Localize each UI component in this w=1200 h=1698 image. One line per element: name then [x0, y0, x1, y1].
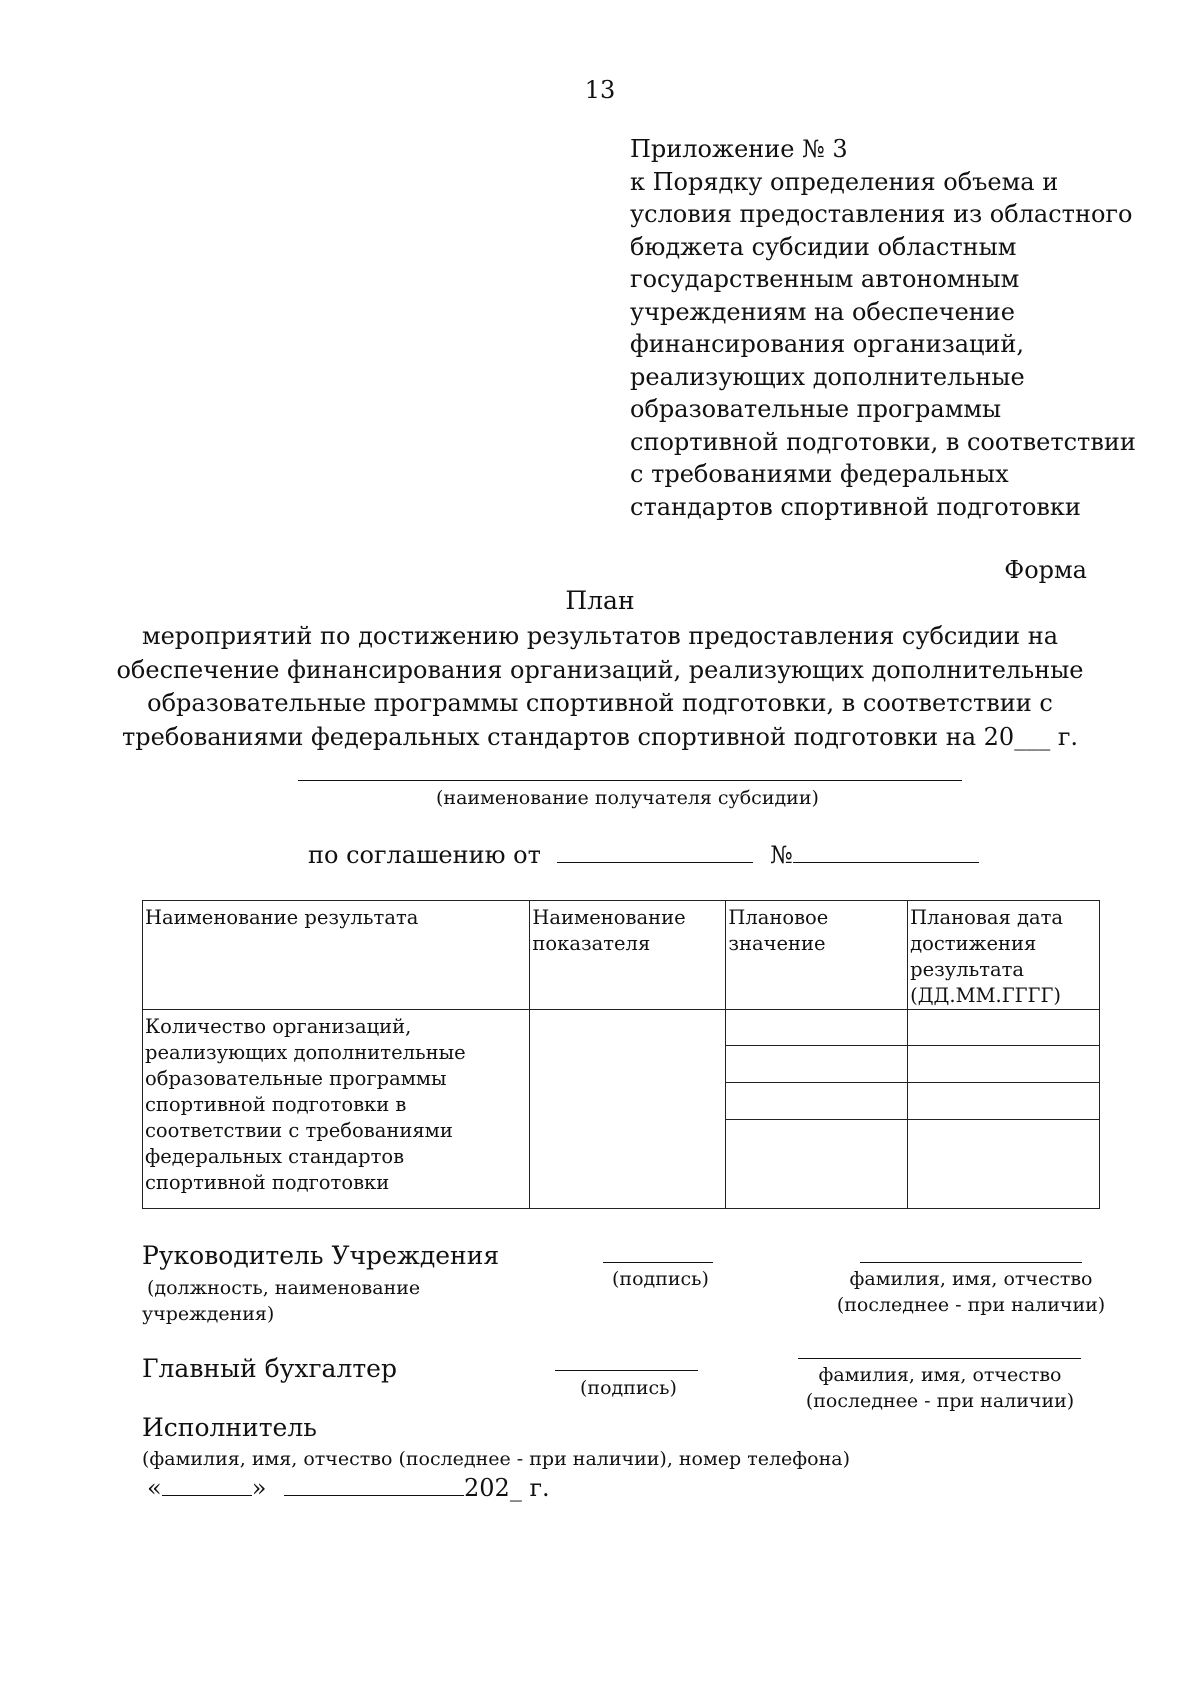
executor-title: Исполнитель — [142, 1413, 317, 1442]
head-name-caption: фамилия, имя, отчество — [849, 1268, 1093, 1290]
accountant-title: Главный бухгалтер — [142, 1354, 397, 1383]
head-title: Руководитель Учреждения — [142, 1241, 500, 1270]
agreement-date-field[interactable] — [557, 840, 753, 863]
agreement-prefix: по соглашению от — [308, 841, 541, 869]
head-name-caption: (последнее - при наличии) — [836, 1294, 1106, 1316]
header-planned-value: Плановое значение — [726, 901, 908, 1010]
date-open-quote: « — [147, 1474, 162, 1502]
table-header-row — [143, 901, 1100, 1010]
head-signature-line[interactable] — [603, 1262, 713, 1263]
date-day-field[interactable] — [162, 1475, 252, 1496]
appendix-line: спортивной подготовки, в соответствии — [630, 427, 1136, 456]
recipient-name-line[interactable] — [298, 780, 962, 781]
table-row — [143, 1010, 1100, 1046]
form-label: Форма — [1004, 556, 1087, 584]
date-year: 202_ г. — [464, 1474, 550, 1502]
accountant-signature-caption: (подпись) — [580, 1377, 677, 1399]
appendix-line: условия предоставления из областного — [630, 200, 1133, 228]
agreement-number-sign: № — [770, 841, 793, 869]
indicator-name-cell[interactable] — [530, 1010, 726, 1209]
head-subtitle: (должность, наименование — [147, 1277, 421, 1299]
planned-value-cell[interactable] — [726, 1010, 908, 1046]
plan-title: План — [565, 586, 635, 615]
plan-line: образовательные программы спортивной подготовки, в соответствии с — [147, 689, 1053, 717]
result-name-cell: Количество организаций, реализующих дополнительные образовательные программы спортивной подготовки в соответствии с требованиями федеральных стандартов спортивной подготовки — [143, 1010, 530, 1209]
agreement-line — [308, 840, 979, 869]
agreement-number-field[interactable] — [793, 840, 979, 863]
appendix-line: образовательные программы — [630, 395, 1002, 423]
header-planned-date: Плановая дата достижения результата (ДД.ММ.ГГГГ) — [908, 901, 1100, 1010]
appendix-line: бюджета субсидии областным — [630, 232, 1017, 261]
head-name-line[interactable] — [860, 1262, 1082, 1263]
appendix-line: Приложение № 3 — [630, 135, 848, 163]
accountant-name-caption: (последнее - при наличии) — [805, 1390, 1075, 1412]
accountant-name-caption: фамилия, имя, отчество — [818, 1364, 1062, 1386]
date-close-quote: » — [251, 1474, 267, 1502]
header-result-name: Наименование результата — [143, 901, 530, 1010]
appendix-line: к Порядку определения объема и — [630, 167, 1059, 196]
head-signature-caption: (подпись) — [612, 1268, 709, 1290]
appendix-line: финансирования организаций, — [630, 330, 1025, 358]
planned-value-cell[interactable] — [726, 1083, 908, 1120]
plan-line: требованиями федеральных стандартов спортивной подготовки на 20___ г. — [121, 722, 1079, 751]
results-table — [142, 900, 1100, 1209]
header-indicator-name: Наименование показателя — [530, 901, 726, 1010]
planned-date-cell[interactable] — [908, 1046, 1100, 1083]
appendix-line: реализующих дополнительные — [630, 362, 1025, 391]
planned-value-cell[interactable] — [726, 1046, 908, 1083]
executor-caption: (фамилия, имя, отчество (последнее - при наличии), номер телефона) — [142, 1448, 851, 1470]
planned-date-cell[interactable] — [908, 1010, 1100, 1046]
accountant-name-line[interactable] — [798, 1358, 1081, 1359]
executor-date — [147, 1474, 550, 1502]
plan-line: обеспечение финансирования организаций, реализующих дополнительные — [116, 655, 1084, 684]
date-month-field[interactable] — [284, 1475, 464, 1496]
recipient-caption: (наименование получателя субсидии) — [436, 787, 819, 809]
head-subtitle: учреждения) — [142, 1303, 275, 1325]
accountant-signature-line[interactable] — [555, 1370, 698, 1371]
planned-date-cell[interactable] — [908, 1120, 1100, 1209]
appendix-line: государственным автономным — [630, 265, 1020, 293]
appendix-line: с требованиями федеральных — [630, 460, 1009, 488]
plan-line: мероприятий по достижению результатов предоставления субсидии на — [141, 622, 1059, 650]
planned-value-cell[interactable] — [726, 1120, 908, 1209]
appendix-block — [630, 133, 1170, 523]
appendix-line: стандартов спортивной подготовки — [630, 492, 1081, 521]
planned-date-cell[interactable] — [908, 1083, 1100, 1120]
page-number: 13 — [584, 76, 616, 104]
plan-description — [0, 620, 1200, 754]
appendix-line: учреждениям на обеспечение — [630, 297, 1015, 326]
